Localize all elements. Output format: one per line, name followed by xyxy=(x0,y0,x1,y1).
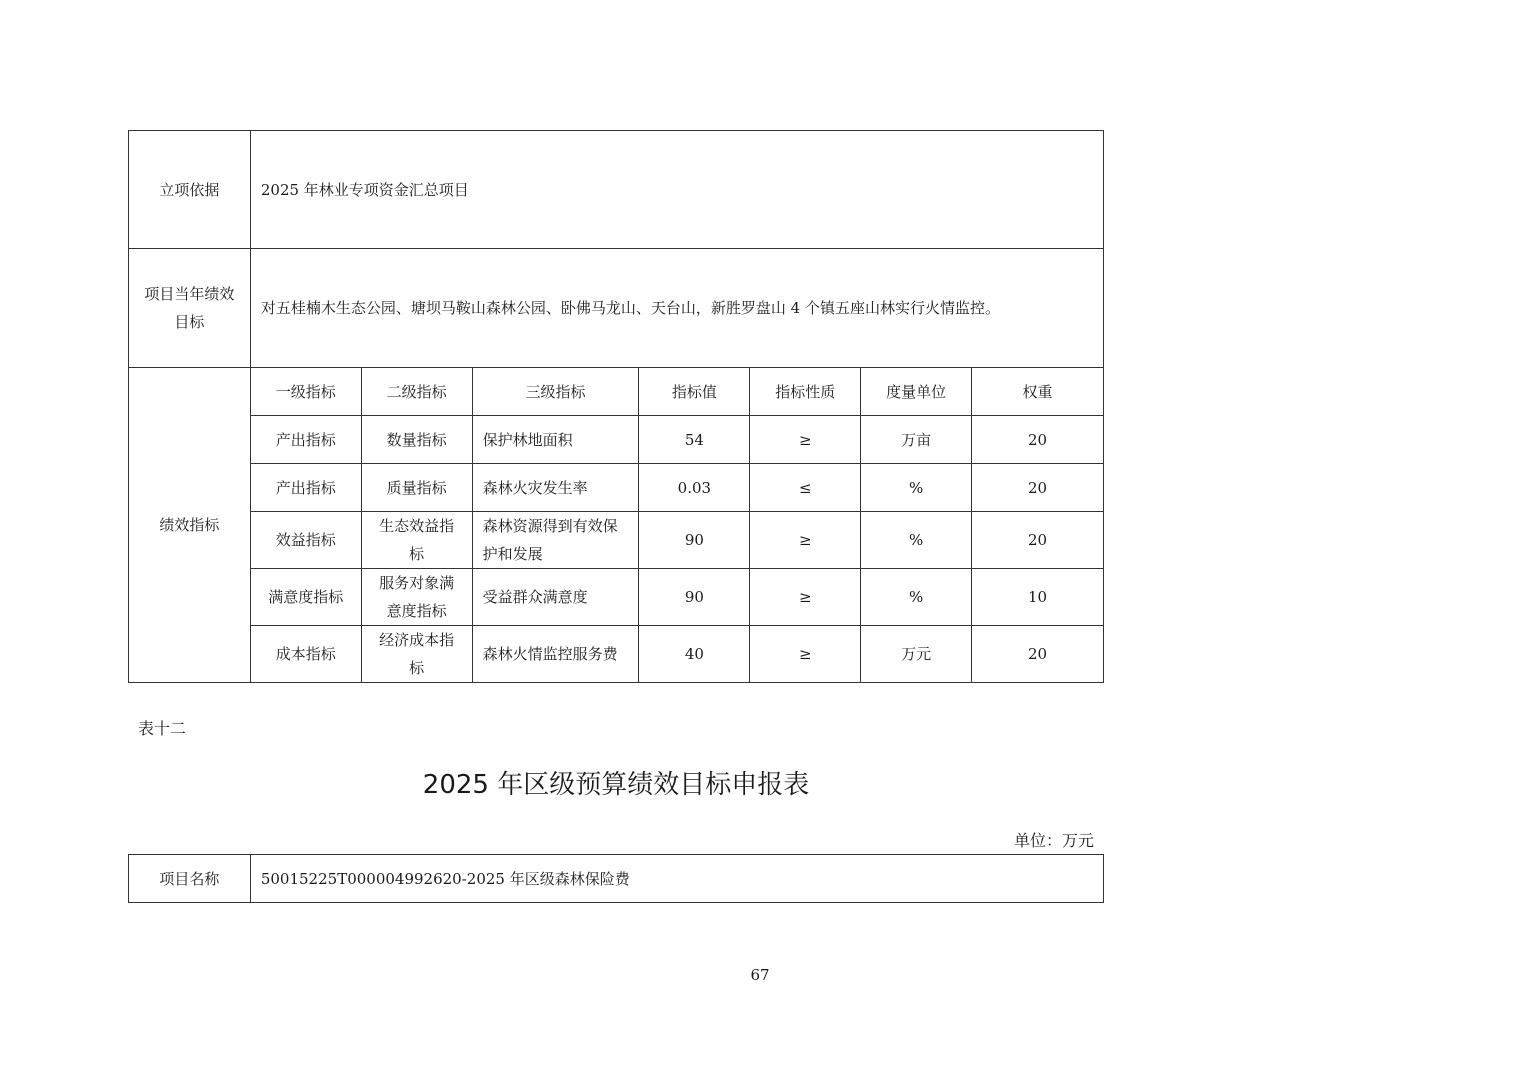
row-value: 40 xyxy=(639,626,750,683)
row-unit: 万亩 xyxy=(861,416,972,464)
page-number: 67 xyxy=(750,966,770,984)
row-l2-line1: 质量指标 xyxy=(386,478,447,497)
table-number: 表十二 xyxy=(138,719,187,738)
row-weight: 20 xyxy=(972,416,1104,464)
row-l3-line1: 森林火灾发生率 xyxy=(482,478,588,497)
row-l3 xyxy=(472,416,639,464)
table-row xyxy=(129,569,1104,626)
row-nature: ≥ xyxy=(750,512,861,569)
row-unit: % xyxy=(861,512,972,569)
basis-value: 2025 年林业专项资金汇总项目 xyxy=(250,131,1103,249)
performance-table xyxy=(128,130,1104,683)
row-l2-line2: 标 xyxy=(409,545,425,563)
row-l1: 产出指标 xyxy=(250,416,361,464)
row-l1: 效益指标 xyxy=(250,512,361,569)
unit-note: 单位：万元 xyxy=(1013,831,1094,850)
project-name-label: 项目名称 xyxy=(129,855,251,903)
row-l2 xyxy=(361,569,472,626)
row-value: 90 xyxy=(639,569,750,626)
header-weight: 权重 xyxy=(972,368,1104,416)
row-l2-line1: 数量指标 xyxy=(386,430,447,449)
row-l3-line2: 护和发展 xyxy=(482,545,543,563)
row-value: 90 xyxy=(639,512,750,569)
row-l3-line1: 森林资源得到有效保 xyxy=(482,517,618,535)
row-l2-line1: 服务对象满 xyxy=(379,574,455,592)
row-l3-line1: 森林火情监控服务费 xyxy=(482,645,618,663)
row-l3 xyxy=(472,464,639,512)
row-nature: ≥ xyxy=(750,416,861,464)
goal-label-line1: 项目当年绩效 xyxy=(144,285,235,303)
row-unit: % xyxy=(861,569,972,626)
row-l3 xyxy=(472,512,639,569)
table-row xyxy=(129,464,1104,512)
row-l3-line1: 受益群众满意度 xyxy=(482,588,588,606)
table-row xyxy=(129,626,1104,683)
row-l2-line1: 经济成本指 xyxy=(379,631,455,649)
form-title: 2025 年区级预算绩效目标申报表 xyxy=(422,770,810,800)
row-unit: 万元 xyxy=(861,626,972,683)
table-row xyxy=(129,416,1104,464)
row-l2-line2: 意度指标 xyxy=(386,602,447,620)
row-nature: ≥ xyxy=(750,569,861,626)
row-l2-line1: 生态效益指 xyxy=(379,517,455,535)
row-weight: 20 xyxy=(972,512,1104,569)
row-l1: 成本指标 xyxy=(250,626,361,683)
project-name-row xyxy=(129,855,1104,903)
basis-row xyxy=(129,131,1104,249)
row-weight: 20 xyxy=(972,464,1104,512)
row-value: 0.03 xyxy=(639,464,750,512)
header-unit: 度量单位 xyxy=(861,368,972,416)
header-value: 指标值 xyxy=(639,368,750,416)
header-nature: 指标性质 xyxy=(750,368,861,416)
row-l2 xyxy=(361,512,472,569)
row-nature: ≤ xyxy=(750,464,861,512)
row-l2-line2: 标 xyxy=(409,659,425,677)
table-row xyxy=(129,512,1104,569)
project-info-table xyxy=(128,854,1104,903)
goal-value: 对五桂楠木生态公园、塘坝马鞍山森林公园、卧佛马龙山、天台山，新胜罗盘山 4 个镇五座山林实行火情监控。 xyxy=(250,249,1103,368)
basis-label: 立项依据 xyxy=(129,131,251,249)
indicators-label: 绩效指标 xyxy=(129,368,251,683)
row-weight: 10 xyxy=(972,569,1104,626)
row-l3 xyxy=(472,626,639,683)
row-l1: 产出指标 xyxy=(250,464,361,512)
indicator-header-row xyxy=(129,368,1104,416)
header-l3: 三级指标 xyxy=(472,368,639,416)
goal-label xyxy=(129,249,251,368)
row-l3-line1: 保护林地面积 xyxy=(482,430,573,449)
row-unit: % xyxy=(861,464,972,512)
row-value: 54 xyxy=(639,416,750,464)
row-nature: ≥ xyxy=(750,626,861,683)
goal-label-line2: 目标 xyxy=(174,313,205,331)
header-l2: 二级指标 xyxy=(361,368,472,416)
row-l2 xyxy=(361,464,472,512)
row-weight: 20 xyxy=(972,626,1104,683)
project-name-value: 50015225T000004992620-2025 年区级森林保险费 xyxy=(250,855,1103,903)
header-l1: 一级指标 xyxy=(250,368,361,416)
row-l1: 满意度指标 xyxy=(250,569,361,626)
row-l3 xyxy=(472,569,639,626)
row-l2 xyxy=(361,416,472,464)
goal-row xyxy=(129,249,1104,368)
row-l2 xyxy=(361,626,472,683)
